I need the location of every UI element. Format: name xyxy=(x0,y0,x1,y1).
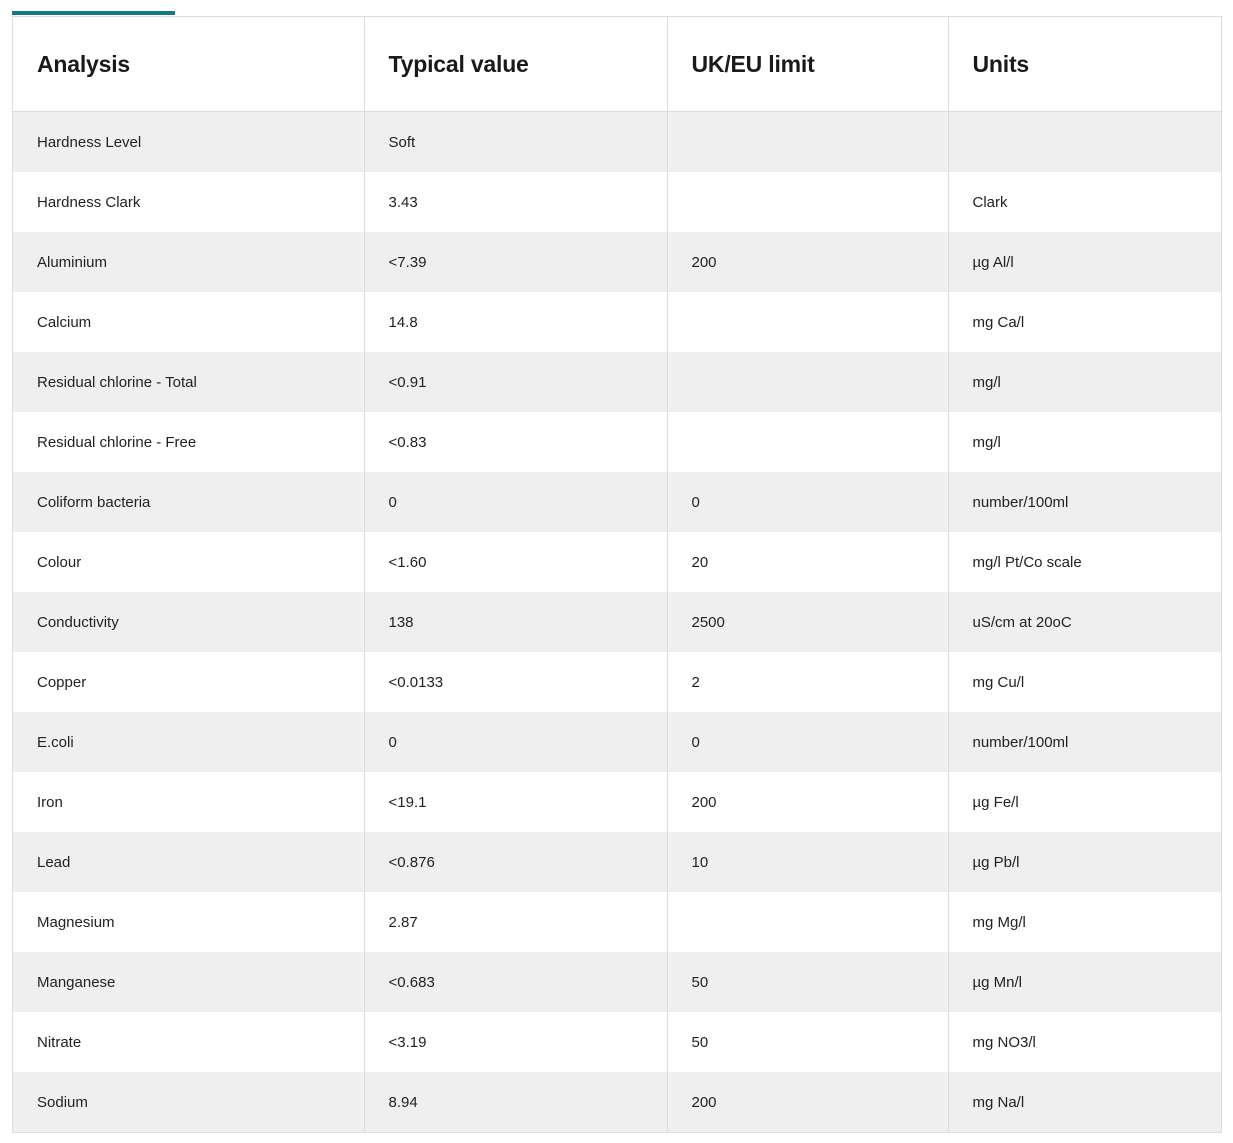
table-row xyxy=(13,592,1221,652)
water-quality-table-container xyxy=(12,16,1222,1133)
typical-value-cell: <1.60 xyxy=(364,532,667,592)
typical-value-cell: 8.94 xyxy=(364,1072,667,1132)
typical-value-cell: 0 xyxy=(364,472,667,532)
typical-value-cell: <0.91 xyxy=(364,352,667,412)
typical-value-cell: <0.83 xyxy=(364,412,667,472)
table-row xyxy=(13,112,1221,173)
analysis-cell: Coliform bacteria xyxy=(13,472,364,532)
limit-cell xyxy=(667,292,948,352)
units-cell: µg Mn/l xyxy=(948,952,1221,1012)
analysis-cell: Nitrate xyxy=(13,1012,364,1072)
units-cell xyxy=(948,112,1221,173)
typical-value-cell: <0.0133 xyxy=(364,652,667,712)
table-row xyxy=(13,352,1221,412)
analysis-cell: Residual chlorine - Total xyxy=(13,352,364,412)
units-cell: number/100ml xyxy=(948,472,1221,532)
typical-value-cell: <0.876 xyxy=(364,832,667,892)
typical-value-cell: 14.8 xyxy=(364,292,667,352)
active-tab-indicator xyxy=(12,11,175,15)
units-cell: µg Pb/l xyxy=(948,832,1221,892)
limit-cell: 0 xyxy=(667,712,948,772)
analysis-cell: Aluminium xyxy=(13,232,364,292)
typical-value-cell: <0.683 xyxy=(364,952,667,1012)
limit-cell: 200 xyxy=(667,232,948,292)
analysis-cell: Hardness Clark xyxy=(13,172,364,232)
analysis-cell: E.coli xyxy=(13,712,364,772)
limit-cell: 0 xyxy=(667,472,948,532)
units-cell: uS/cm at 20oC xyxy=(948,592,1221,652)
limit-cell xyxy=(667,352,948,412)
limit-cell xyxy=(667,112,948,173)
limit-cell: 50 xyxy=(667,1012,948,1072)
analysis-cell: Calcium xyxy=(13,292,364,352)
units-cell: µg Fe/l xyxy=(948,772,1221,832)
analysis-cell: Manganese xyxy=(13,952,364,1012)
limit-cell: 200 xyxy=(667,772,948,832)
table-row xyxy=(13,1012,1221,1072)
typical-value-cell: Soft xyxy=(364,112,667,173)
limit-cell: 200 xyxy=(667,1072,948,1132)
table-row xyxy=(13,412,1221,472)
analysis-cell: Copper xyxy=(13,652,364,712)
typical-value-cell: 0 xyxy=(364,712,667,772)
typical-value-cell: 2.87 xyxy=(364,892,667,952)
analysis-cell: Residual chlorine - Free xyxy=(13,412,364,472)
limit-cell: 2500 xyxy=(667,592,948,652)
header-row xyxy=(13,17,1221,112)
table-row xyxy=(13,712,1221,772)
analysis-cell: Colour xyxy=(13,532,364,592)
table-body xyxy=(13,112,1221,1133)
water-quality-table xyxy=(13,17,1221,1132)
analysis-cell: Lead xyxy=(13,832,364,892)
units-cell: mg/l xyxy=(948,352,1221,412)
limit-cell xyxy=(667,412,948,472)
table-row xyxy=(13,892,1221,952)
units-cell: mg NO3/l xyxy=(948,1012,1221,1072)
units-cell: mg Na/l xyxy=(948,1072,1221,1132)
limit-cell: 2 xyxy=(667,652,948,712)
column-header-units: Units xyxy=(948,17,1221,112)
table-row xyxy=(13,832,1221,892)
units-cell: mg Ca/l xyxy=(948,292,1221,352)
analysis-cell: Conductivity xyxy=(13,592,364,652)
analysis-cell: Sodium xyxy=(13,1072,364,1132)
units-cell: number/100ml xyxy=(948,712,1221,772)
table-row xyxy=(13,532,1221,592)
units-cell: mg Mg/l xyxy=(948,892,1221,952)
typical-value-cell: 138 xyxy=(364,592,667,652)
column-header-analysis: Analysis xyxy=(13,17,364,112)
limit-cell: 20 xyxy=(667,532,948,592)
analysis-cell: Magnesium xyxy=(13,892,364,952)
typical-value-cell: <3.19 xyxy=(364,1012,667,1072)
table-row xyxy=(13,652,1221,712)
analysis-cell: Iron xyxy=(13,772,364,832)
units-cell: mg Cu/l xyxy=(948,652,1221,712)
analysis-cell: Hardness Level xyxy=(13,112,364,173)
limit-cell xyxy=(667,172,948,232)
units-cell: Clark xyxy=(948,172,1221,232)
units-cell: µg Al/l xyxy=(948,232,1221,292)
table-row xyxy=(13,472,1221,532)
typical-value-cell: 3.43 xyxy=(364,172,667,232)
column-header-limit: UK/EU limit xyxy=(667,17,948,112)
typical-value-cell: <7.39 xyxy=(364,232,667,292)
table-row xyxy=(13,952,1221,1012)
column-header-typical-value: Typical value xyxy=(364,17,667,112)
typical-value-cell: <19.1 xyxy=(364,772,667,832)
units-cell: mg/l Pt/Co scale xyxy=(948,532,1221,592)
limit-cell: 50 xyxy=(667,952,948,1012)
limit-cell xyxy=(667,892,948,952)
table-row xyxy=(13,772,1221,832)
units-cell: mg/l xyxy=(948,412,1221,472)
table-row xyxy=(13,1072,1221,1132)
table-row xyxy=(13,172,1221,232)
table-row xyxy=(13,292,1221,352)
table-row xyxy=(13,232,1221,292)
limit-cell: 10 xyxy=(667,832,948,892)
table-header xyxy=(13,17,1221,112)
